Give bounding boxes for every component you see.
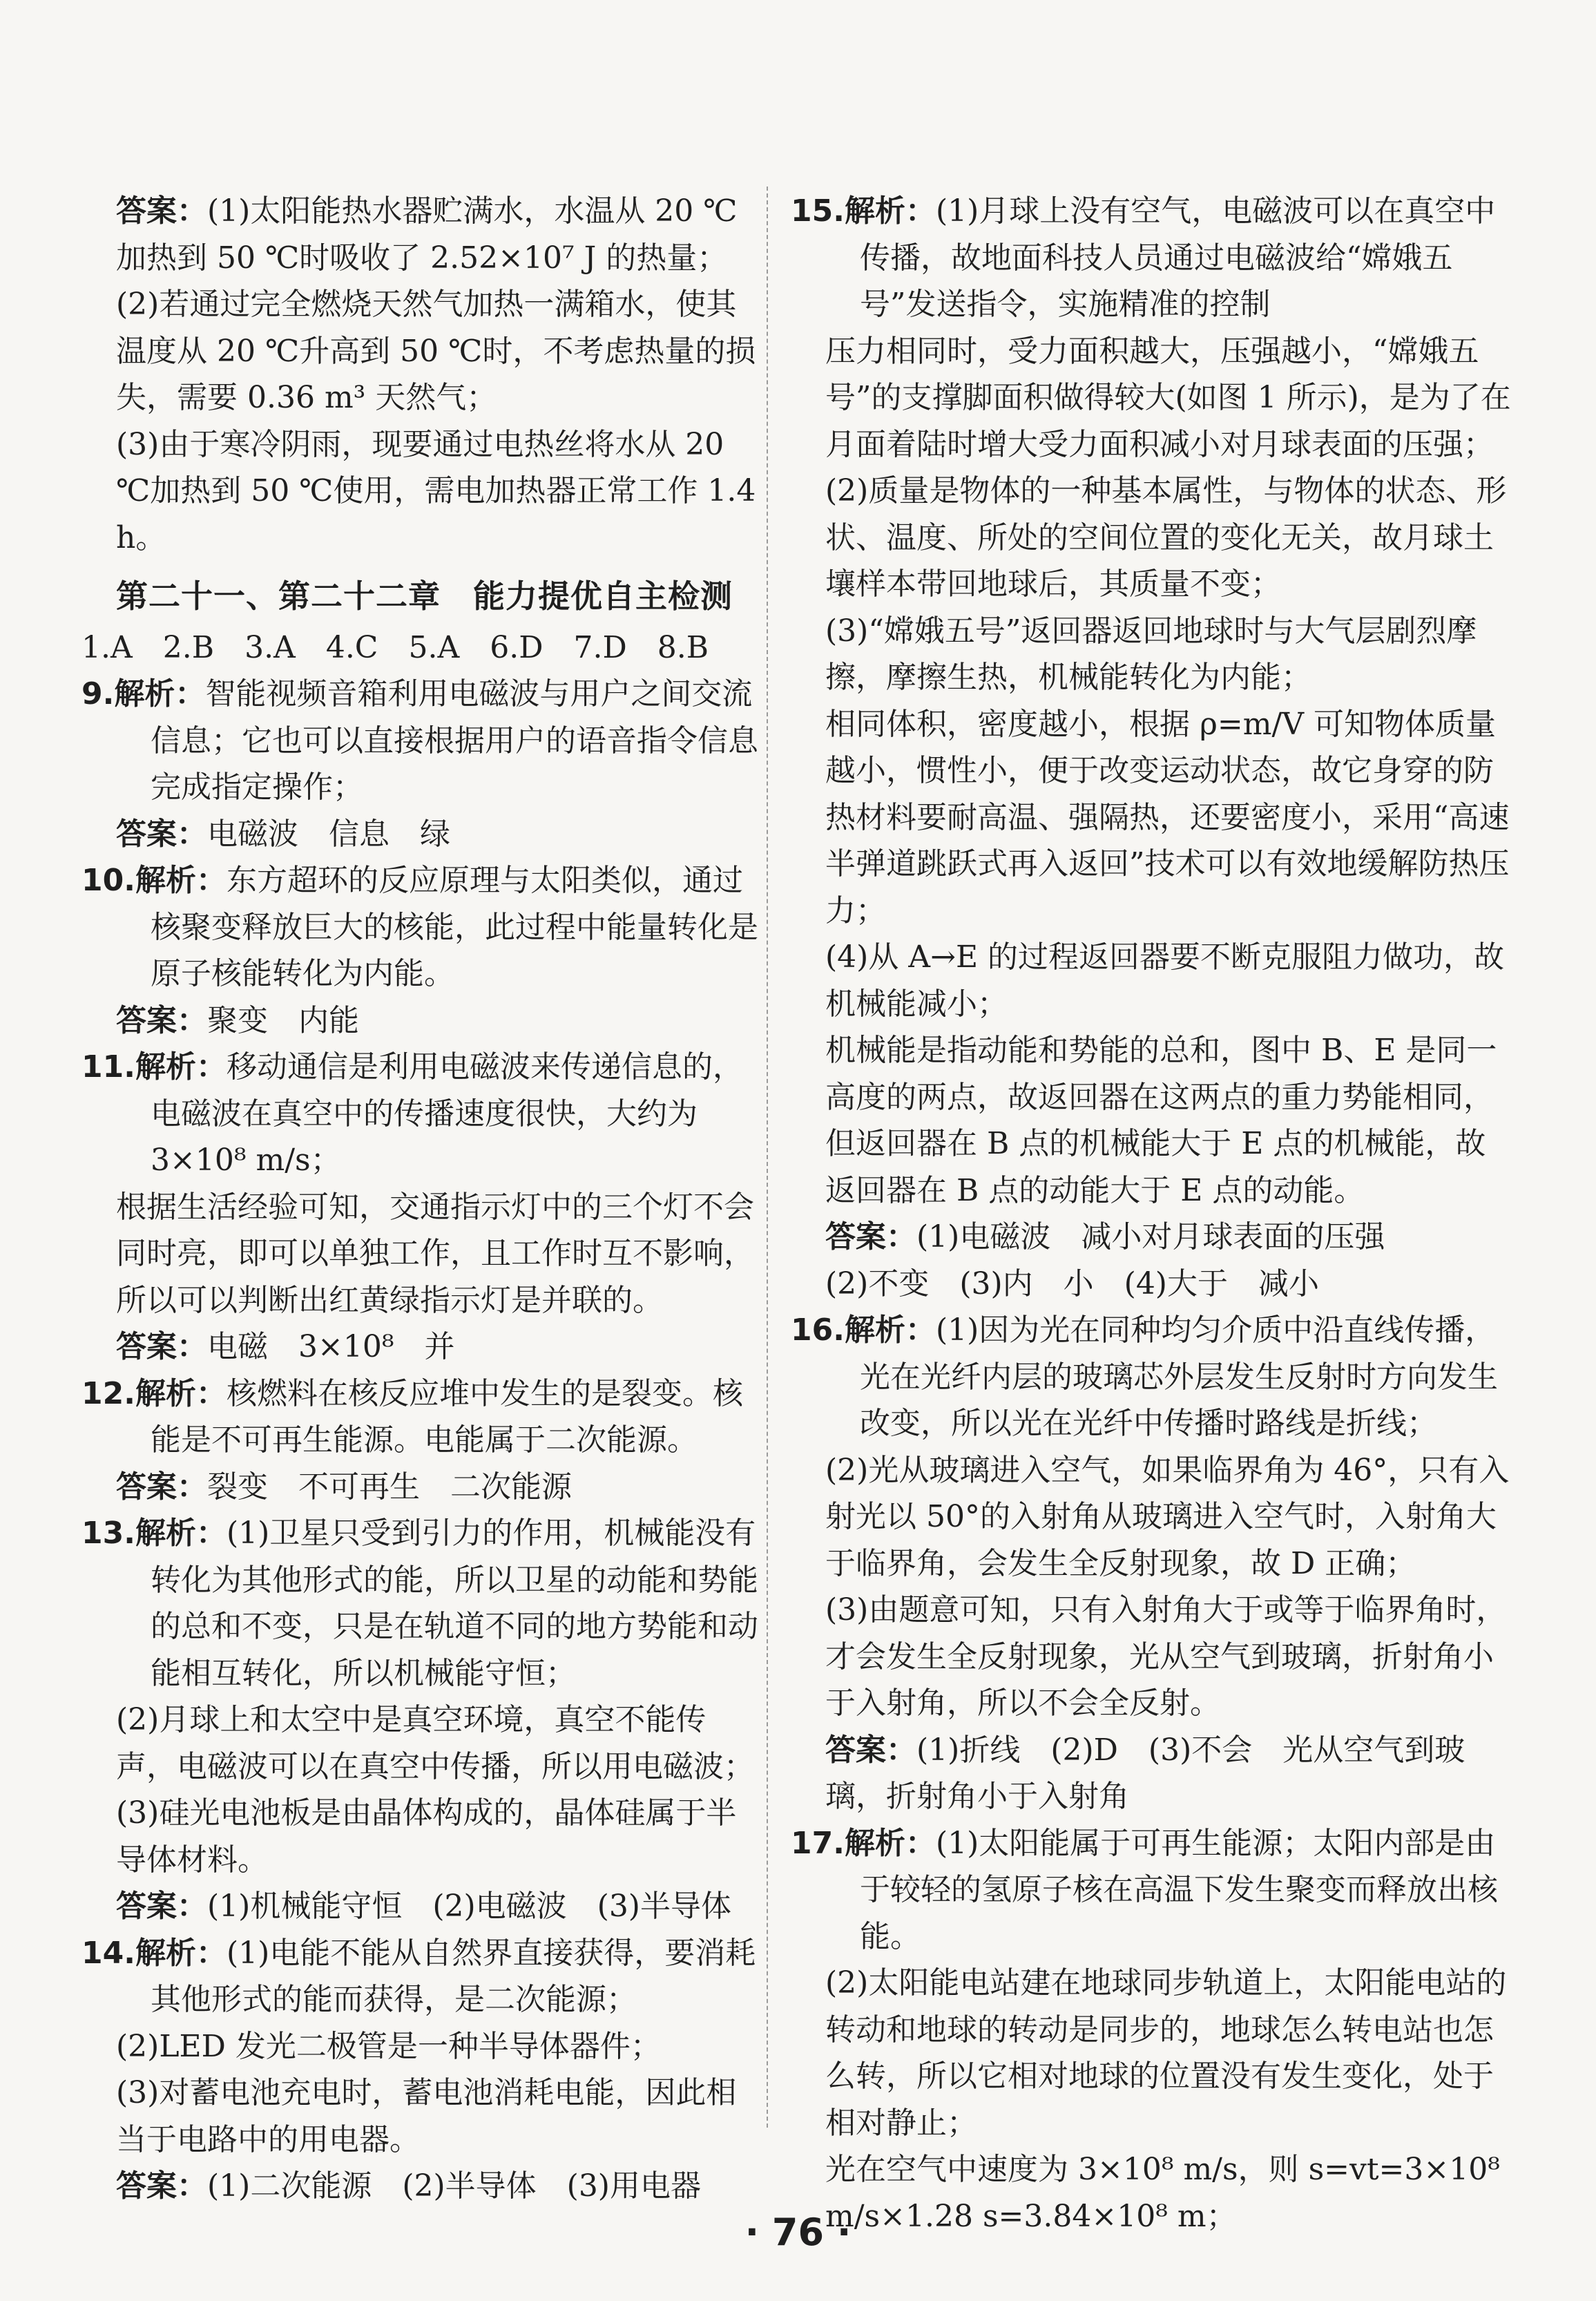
label-prefix: 答案： [116,2168,207,2204]
label-prefix: 答案： [825,1219,916,1254]
label-prefix: 答案： [116,1469,207,1505]
item-11-extra: 根据生活经验可知，交通指示灯中的三个灯不会同时亮，即可以单独工作，且工作时互不影响，所以可以判断出红黄绿指示灯是并联的。 [116,1189,754,1318]
item-9-analysis: 9.解析：智能视频音箱利用电磁波与用户之间交流信息；它也可以直接根据用户的语音指令信息完成指定操作； [81,676,758,805]
item-15-p6: (4)从 A→E 的过程返回器要不断克服阻力做功，故机械能减小； [825,939,1505,1022]
label-prefix: 10.解析： [81,863,227,898]
label-prefix: 答案： [116,1889,207,1924]
item-15-p4: (3)“嫦娥五号”返回器返回地球时与大气层剧烈摩擦，摩擦生热，机械能转化为内能； [825,613,1477,695]
item-14-analysis: 14.解析：(1)电能不能从自然界直接获得，要消耗其他形式的能而获得，是二次能源； [81,1935,756,2017]
item-14-extra2: (3)对蓄电池充电时，蓄电池消耗电能，因此相当于电路中的用电器。 [116,2075,737,2157]
page-number: · 76 · [744,2211,852,2254]
item-17-p3: 光在空气中速度为 3×10⁸ m/s，则 s=vt=3×10⁸ m/s×1.28 s=3.84×10⁸ m； [825,2152,1500,2234]
item-15-answer: 答案：(1)电磁波 减小对月球表面的压强 [825,1219,1385,1254]
item-13-answer: 答案：(1)机械能守恒 (2)电磁波 (3)半导体 [116,1889,731,1924]
item-14-answer: 答案：(1)二次能源 (2)半导体 (3)用电器 [116,2168,701,2204]
left-column [81,188,765,2210]
label-prefix: 16.解析： [791,1312,936,1348]
item-12-analysis: 12.解析：核燃料在核反应堆中发生的是裂变。核能是不可再生能源。电能属于二次能源。 [81,1375,743,1458]
mc-answers: 1.A 2.B 3.A 4.C 5.A 6.D 7.D 8.B [81,629,709,665]
label-prefix: 12.解析： [81,1375,227,1411]
item-13-analysis: 13.解析：(1)卫星只受到引力的作用，机械能没有转化为其他形式的能，所以卫星的动能和势能的总和不变，只是在轨道不同的地方势能和动能相互转化，所以机械能守恒； [81,1516,758,1691]
item-17-analysis: 17.解析：(1)太阳能属于可再生能源；太阳内部是由于较轻的氢原子核在高温下发生聚变而释放出核能。 [791,1825,1498,1954]
label-prefix: 14.解析： [81,1935,227,1971]
item-10-answer: 答案：聚变 内能 [116,1002,359,1038]
item-16-answer: 答案：(1)折线 (2)D (3)不会 光从空气到玻璃，折射角小于入射角 [825,1732,1465,1814]
label-prefix: 11.解析： [81,1049,227,1085]
item-9-answer: 答案：电磁波 信息 绿 [116,816,450,852]
label-prefix: 答案： [116,193,207,229]
item-14-extra: (2)LED 发光二极管是一种半导体器件； [116,2028,661,2064]
label-prefix: 15.解析： [791,193,936,229]
prev-answer-3: (3)由于寒冷阴雨，现要通过电热丝将水从 20 ℃加热到 50 ℃使用，需电加热器正常工作 1.4 h。 [116,426,756,555]
item-15-answer-2: (2)不变 (3)内 小 (4)大于 减小 [825,1266,1319,1301]
label-prefix: 9.解析： [81,676,206,712]
chapter-title: 第二十一、第二十二章 能力提优自主检测 [116,577,733,615]
item-16-p2: (2)光从玻璃进入空气，如果临界角为 46°，只有入射光以 50°的入射角从玻璃进入空气时，入射角大于临界角，会发生全反射现象，故 D 正确； [825,1452,1510,1581]
item-13-extra: (2)月球上和太空中是真空环境，真空不能传声，电磁波可以在真空中传播，所以用电磁波； [116,1702,754,1784]
label-prefix: 答案： [116,1329,207,1364]
prev-answer-2: (2)若通过完全燃烧天然气加热一满箱水，使其温度从 20 ℃升高到 50 ℃时，不考虑热量的损失，需要 0.36 m³ 天然气； [116,287,756,415]
item-16-analysis: 16.解析：(1)因为光在同种均匀介质中沿直线传播，光在光纤内层的玻璃芯外层发生反射时方向发生改变，所以光在光纤中传播时路线是折线； [791,1312,1498,1441]
label-prefix: 17.解析： [791,1825,936,1861]
item-17-p2: (2)太阳能电站建在地球同步轨道上，太阳能电站的转动和地球的转动是同步的，地球怎么转电站也怎么转，所以它相对地球的位置没有发生变化，处于相对静止； [825,1965,1507,2141]
item-15-analysis: 15.解析：(1)月球上没有空气，电磁波可以在真空中传播，故地面科技人员通过电磁波给“嫦娥五号”发送指令，实施精准的控制 [791,193,1496,322]
item-15-p5: 相同体积，密度越小，根据 ρ=m/V 可知物体质量越小，惯性小，便于改变运动状态，故它身穿的防热材料要耐高温、强隔热，还要密度小，采用“高速半弹道跳跃式再入返回”技术可以有效地缓解防热压力； [825,706,1510,928]
item-10-analysis: 10.解析：东方超环的反应原理与太阳类似，通过核聚变释放巨大的核能，此过程中能量转化是原子核能转化为内能。 [81,863,758,991]
label-prefix: 13.解析： [81,1516,227,1551]
item-15-p7: 机械能是指动能和势能的总和，图中 B、E 是同一高度的两点，故返回器在这两点的重力势能相同，但返回器在 B 点的机械能大于 E 点的机械能，故返回器在 B 点的动能大于 E 点的动能。 [825,1033,1497,1208]
item-15-p3: (2)质量是物体的一种基本属性，与物体的状态、形状、温度、所处的空间位置的变化无关，故月球土壤样本带回地球后，其质量不变； [825,473,1507,602]
item-12-answer: 答案：裂变 不可再生 二次能源 [116,1469,572,1505]
item-15-p2: 压力相同时，受力面积越大，压强越小，“嫦娥五号”的支撑脚面积做得较大(如图 1 所示)，是为了在月面着陆时增大受力面积减小对月球表面的压强； [825,333,1511,462]
label-prefix: 答案： [825,1732,916,1768]
item-11-analysis: 11.解析：移动通信是利用电磁波来传递信息的，电磁波在真空中的传播速度很快，大约为 3×10⁸ m/s； [81,1049,743,1178]
item-11-answer: 答案：电磁 3×10⁸ 并 [116,1329,455,1364]
label-prefix: 答案： [116,1002,207,1038]
label-prefix: 答案： [116,816,207,852]
item-13-extra2: (3)硅光电池板是由晶体构成的，晶体硅属于半导体材料。 [116,1795,737,1878]
right-column [791,188,1512,2240]
column-divider [767,187,768,2128]
prev-answer-1: 答案：(1)太阳能热水器贮满水，水温从 20 ℃加热到 50 ℃时吸收了 2.52×10⁷ J 的热量； [116,193,738,276]
item-16-p3: (3)由题意可知，只有入射角大于或等于临界角时，才会发生全反射现象，光从空气到玻璃，折射角小于入射角，所以不会全反射。 [825,1592,1507,1721]
